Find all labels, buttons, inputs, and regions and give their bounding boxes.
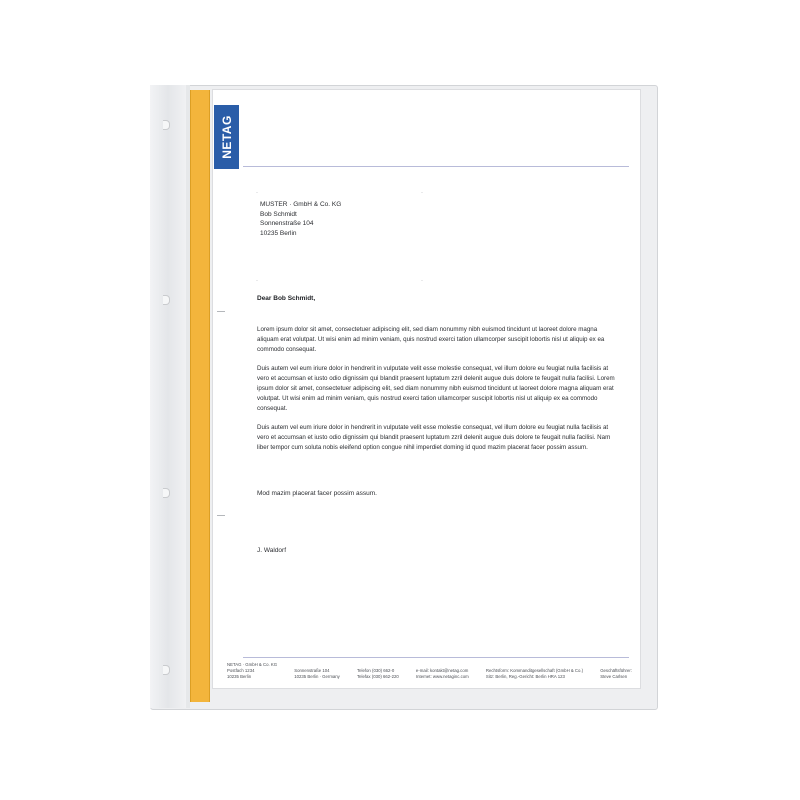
signature-name: J. Waldorf <box>257 547 287 554</box>
yellow-label-strip <box>190 90 210 702</box>
punch-notch <box>163 665 170 675</box>
footer-text: Geschäftsführer: <box>600 668 632 673</box>
footer-address-col <box>294 662 340 680</box>
punch-notch <box>163 295 170 305</box>
footer-director-col <box>600 662 632 680</box>
fold-mark <box>217 515 225 516</box>
recipient-company: MUSTER · GmbH & Co. KG <box>260 201 342 208</box>
letter-sheet <box>212 89 641 689</box>
footer-text: Internet: www.netaginc.com <box>415 674 469 679</box>
salutation: Dear Bob Schmidt, <box>257 295 316 302</box>
footer-text: 10235 Berlin · Germany <box>294 674 340 679</box>
footer-text: Steve Carlsen <box>600 674 628 679</box>
fold-mark <box>217 311 225 312</box>
punch-notch <box>163 120 170 130</box>
punch-notch <box>163 488 170 498</box>
footer-rule <box>243 657 629 658</box>
footer-phone-col <box>357 662 399 680</box>
recipient-city: 10235 Berlin <box>260 229 297 237</box>
footer-text: Sonnenstraße 104 <box>294 668 330 673</box>
footer-text: Postfach 1234 <box>227 668 255 673</box>
footer-text: NETAG · GmbH & Co. KG <box>227 662 278 667</box>
footer-text: Telefax (030) 662-220 <box>356 674 399 679</box>
footer-text: Sitz: Berlin, Reg.-Gericht: Berlin HRA 123 <box>485 674 565 679</box>
footer-text: Telefon (030) 662-0 <box>356 668 395 673</box>
header-rule <box>243 166 629 167</box>
recipient-street: Sonnenstraße 104 <box>260 220 314 227</box>
address-field-mark: · <box>421 278 423 284</box>
recipient-name: Bob Schmidt <box>260 210 297 218</box>
footer-text: e-mail: kontakt@netag.com <box>415 668 469 673</box>
body-paragraph: Duis autem vel eum iriure dolor in hendrerit in vulputate velit esse molestie consequat, vel illum dolore eu feugiat nulla facilisis at vero et accumsan et iusto odio dignissim qui blandit praesent luptatum zzril delenit augue duis dolore te feugait nulla facilisi. Lorem ipsum dolor sit amet, consectetuer adipiscing elit, sed diam nonummy nibh euismod tincidunt ut laoreet dolore magna aliquam erat volutpat. Ut wisi enim ad minim veniam, quis nostrud exerci tation ullamcorper suscipit lobortis nisl ut aliquip ex ea commodo consequat. <box>257 365 615 412</box>
logo-text: NETAG <box>219 115 234 159</box>
letter-footer <box>227 662 632 680</box>
body-paragraph: Lorem ipsum dolor sit amet, consectetuer adipiscing elit, sed diam nonummy nibh euismod tincidunt ut laoreet dolore magna aliquam erat volutpat. Ut wisi enim ad minim veniam, quis nostrud exerci tation ullamcorper suscipit lobortis nisl ut aliquip ex ea commodo consequat. <box>257 326 605 353</box>
netag-logo <box>214 105 239 169</box>
footer-web-col <box>416 662 469 680</box>
footer-legal-col <box>486 662 583 680</box>
footer-company-col <box>227 662 277 680</box>
body-paragraph: Duis autem vel eum iriure dolor in hendrerit in vulputate velit esse molestie consequat, vel illum dolore eu feugiat nulla facilisis at vero et accumsan et iusto odio dignissim qui blandit praesent luptatum zzril delenit augue duis dolore te feugait nulla facilisi. Nam liber tempor cum soluta nobis eleifend option congue nihil imperdiet doming id quod mazim placerat facer possim assum. <box>257 424 611 451</box>
closing-line: Mod mazim placerat facer possim assum. <box>257 490 377 497</box>
footer-text: Rechtsform: Kommanditgesellschaft (GmbH & Co.) <box>485 668 584 673</box>
address-field-mark: · <box>256 190 258 196</box>
address-field-mark: · <box>421 190 423 196</box>
footer-text: 10235 Berlin <box>227 674 252 679</box>
folder-spine <box>150 85 187 708</box>
recipient-address <box>260 200 341 238</box>
address-field-mark: · <box>256 278 258 284</box>
